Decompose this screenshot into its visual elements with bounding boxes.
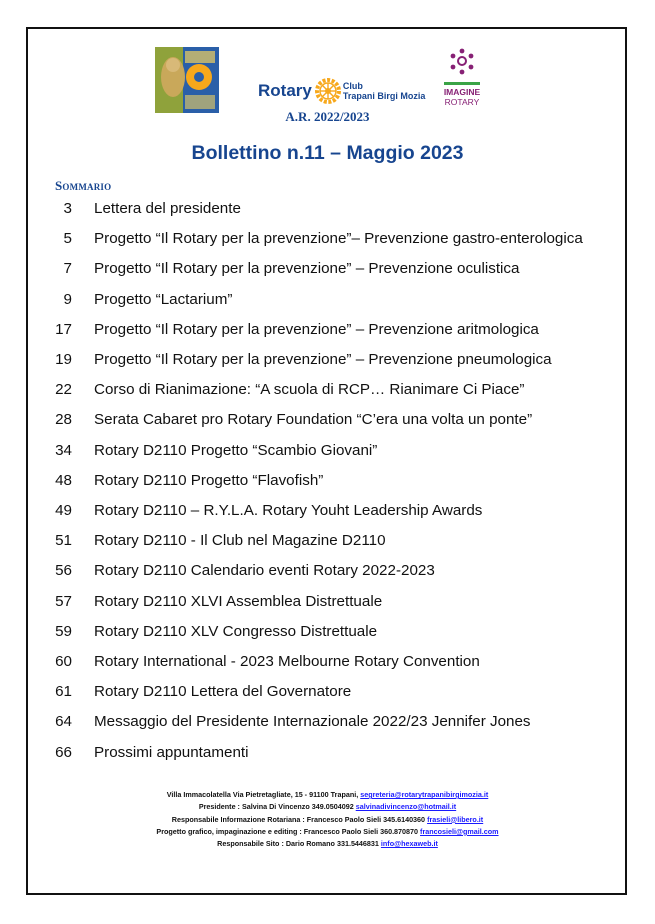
toc-row bbox=[0, 623, 655, 645]
toc-page-number: 9 bbox=[63, 290, 72, 308]
toc-page-number: 17 bbox=[55, 320, 72, 338]
footer-site-email-link[interactable]: info@hexaweb.it bbox=[380, 839, 438, 849]
footer-address bbox=[0, 789, 655, 801]
footer-site-manager-text: Responsabile Sito : Dario Romano 331.5446831 bbox=[217, 839, 381, 849]
footer-editing-email-link[interactable]: francosieli@gmail.com bbox=[420, 826, 499, 836]
toc-entry-title: Lettera del presidente bbox=[94, 200, 241, 217]
toc-row bbox=[0, 381, 655, 403]
toc-row bbox=[0, 502, 655, 524]
footer-president bbox=[0, 801, 655, 813]
footer-editing-text: Progetto grafico, impaginazione e editing : Francesco Paolo Sieli 360.870870 bbox=[156, 826, 421, 836]
toc-entry-title: Rotary D2110 XLVI Assemblea Distrettuale bbox=[94, 592, 383, 610]
toc-entry-title: Prossimi appuntamenti bbox=[94, 743, 249, 761]
footer-president-email-link[interactable]: salvinadivincenzo@hotmail.it bbox=[355, 802, 457, 812]
club-line2: Trapani Birgi Mozia bbox=[342, 91, 426, 101]
toc-entry-title: Progetto “Il Rotary per la prevenzione” – Prevenzione pneumologica bbox=[94, 351, 552, 368]
club-name bbox=[343, 81, 426, 101]
imagine-flower-icon bbox=[447, 48, 477, 76]
toc-row bbox=[0, 321, 655, 343]
toc-entry-title: Rotary D2110 Progetto “Flavofish” bbox=[94, 471, 324, 489]
imagine-line1: IMAGINE bbox=[443, 87, 481, 97]
toc-entry-title: Progetto “Il Rotary per la prevenzione” – Prevenzione aritmologica bbox=[94, 320, 539, 338]
club-line1: Club bbox=[342, 81, 363, 91]
footer-info-manager bbox=[0, 814, 655, 826]
toc-entry-title: Serata Cabaret pro Rotary Foundation “C’era una volta un ponte” bbox=[94, 411, 533, 429]
toc-row bbox=[0, 713, 655, 735]
footer-info-manager-email-link[interactable]: frasieli@libero.it bbox=[427, 814, 484, 824]
toc-page-number: 48 bbox=[55, 471, 72, 489]
rotary-wordmark: Rotary bbox=[258, 81, 312, 100]
toc-entry-title: Rotary International - 2023 Melbourne Rotary Convention bbox=[94, 653, 480, 670]
toc-row bbox=[0, 230, 655, 252]
toc-page-number: 22 bbox=[55, 381, 72, 399]
toc-page-number: 5 bbox=[63, 230, 72, 248]
footer-site-manager bbox=[0, 838, 655, 850]
toc-row bbox=[0, 200, 655, 222]
toc-entry-title: Rotary D2110 Progetto “Scambio Giovani” bbox=[94, 441, 378, 459]
sommario-heading: Sommario bbox=[55, 178, 112, 193]
footer bbox=[0, 789, 655, 850]
rotary-wheel-icon bbox=[315, 78, 341, 104]
footer-info-manager-text: Responsabile Informazione Rotariana : Francesco Paolo Sieli 345.6140360 bbox=[171, 814, 428, 824]
imagine-rotary-logo bbox=[438, 48, 486, 107]
toc-entry-title: Progetto “Il Rotary per la prevenzione” – Prevenzione oculistica bbox=[94, 260, 520, 278]
toc-row bbox=[0, 442, 655, 464]
toc-page-number: 59 bbox=[55, 622, 72, 640]
toc-page-number: 28 bbox=[55, 411, 72, 429]
toc-page-number: 64 bbox=[55, 713, 72, 731]
toc-row bbox=[0, 744, 655, 766]
toc-row bbox=[0, 683, 655, 705]
toc-entry-title: Rotary D2110 - Il Club nel Magazine D2110 bbox=[94, 532, 386, 550]
rotary-year: A.R. 2022/2023 bbox=[285, 109, 370, 124]
toc-page-number: 60 bbox=[55, 653, 72, 670]
toc-page-number: 56 bbox=[55, 562, 72, 580]
toc-entry-title: Rotary D2110 XLV Congresso Distrettuale bbox=[94, 622, 378, 640]
toc-page-number: 3 bbox=[63, 200, 72, 217]
toc-page-number: 61 bbox=[55, 683, 72, 701]
toc-entry-title: Rotary D2110 Calendario eventi Rotary 2022-2023 bbox=[94, 562, 435, 580]
page-title: Bollettino n.11 – Maggio 2023 bbox=[191, 142, 464, 164]
footer-address-text: Villa Immacolatella Via Pietretagliate, 15 - 91100 Trapani, bbox=[166, 790, 361, 799]
toc-row bbox=[0, 291, 655, 313]
toc-row bbox=[0, 562, 655, 584]
toc-entry-title: Rotary D2110 Lettera del Governatore bbox=[94, 683, 352, 701]
footer-president-text: Presidente : Salvina Di Vincenzo 349.0504092 bbox=[198, 802, 356, 812]
toc-page-number: 7 bbox=[63, 260, 72, 278]
toc-row bbox=[0, 593, 655, 615]
toc-page-number: 19 bbox=[55, 351, 72, 368]
imagine-bar bbox=[444, 82, 480, 85]
toc-entry-title: Progetto “Lactarium” bbox=[94, 290, 233, 308]
toc-row bbox=[0, 532, 655, 554]
toc-page-number: 66 bbox=[55, 743, 72, 761]
toc-row bbox=[0, 653, 655, 675]
toc-entry-title: Messaggio del Presidente Internazionale 2022/23 Jennifer Jones bbox=[94, 713, 531, 731]
toc-row bbox=[0, 351, 655, 373]
toc-row bbox=[0, 472, 655, 494]
toc-entry-title: Rotary D2110 – R.Y.L.A. Rotary Youht Leadership Awards bbox=[94, 502, 483, 519]
imagine-line2: ROTARY bbox=[444, 97, 480, 107]
toc-entry-title: Progetto “Il Rotary per la prevenzione”– Prevenzione gastro-enterologica bbox=[94, 230, 583, 248]
toc-page-number: 49 bbox=[55, 502, 72, 519]
toc-entry-title: Corso di Rianimazione: “A scuola di RCP… Rianimare Ci Piace” bbox=[94, 381, 525, 399]
footer-editing bbox=[0, 826, 655, 838]
toc-page-number: 34 bbox=[55, 441, 72, 459]
district-logo bbox=[155, 47, 219, 113]
toc-page-number: 51 bbox=[55, 532, 72, 550]
rotary-club-logo bbox=[258, 74, 425, 108]
toc-row bbox=[0, 260, 655, 282]
toc-page-number: 57 bbox=[55, 592, 72, 610]
footer-email-link[interactable]: segreteria@rotarytrapanibirgimozia.it bbox=[360, 790, 489, 799]
toc-row bbox=[0, 411, 655, 433]
